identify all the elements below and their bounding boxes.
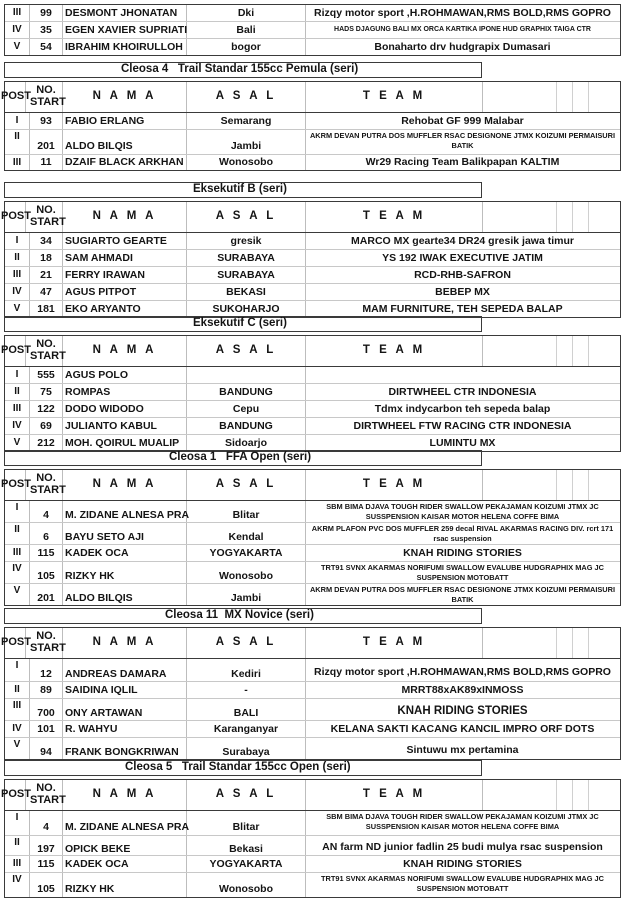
origin-cell: Kediri [187, 659, 306, 681]
team-cell: MAM FURNITURE, TEH SEPEDA BALAP [362, 303, 563, 315]
blank-column [483, 628, 557, 658]
start-number-cell: 12 [30, 659, 63, 681]
blank-column [483, 336, 557, 366]
rider-name-cell: OPICK BEKE [63, 836, 187, 855]
origin-cell: Wonosobo [187, 873, 306, 897]
results-table [1, 469, 621, 606]
origin-cell: Blitar [187, 501, 306, 522]
blank-column [556, 470, 573, 500]
column-header-asal: A S A L [187, 470, 306, 500]
rider-name-cell: EKO ARYANTO [63, 301, 187, 317]
column-header-no-line1: NO. [36, 782, 56, 794]
column-header-asal: A S A L [187, 780, 306, 810]
rider-name-cell: FABIO ERLANG [63, 113, 187, 129]
table-row [5, 418, 620, 435]
position-cell: III [5, 267, 30, 283]
origin-cell: Bekasi [187, 836, 306, 855]
blank-column [572, 202, 589, 232]
start-number-cell: 212 [30, 435, 63, 451]
team-cell: Sintuwu mx pertamina [406, 744, 519, 756]
blank-column [556, 82, 573, 112]
table-row [5, 5, 620, 22]
table-row [5, 384, 620, 401]
team-cell: MRRT88xAK89xINMOSS [401, 684, 524, 696]
rider-name-cell: RIZKY HK [63, 562, 187, 583]
section-title: Cleosa 4 Trail Standar 155cc Pemula (seri) [4, 62, 482, 78]
start-number-cell: 201 [30, 584, 63, 605]
table-row [5, 856, 620, 873]
table-row [5, 721, 620, 738]
start-number-cell: 4 [30, 501, 63, 522]
column-header-no-line2: START [30, 96, 66, 108]
column-header-team: T E A M [306, 202, 483, 232]
team-cell: Rehobat GF 999 Malabar [401, 115, 524, 127]
table-row [5, 113, 620, 130]
column-header-pos: POST [1, 202, 26, 232]
start-number-cell: 11 [30, 155, 63, 170]
origin-cell: Sidoarjo [187, 435, 306, 451]
section-title: Cleosa 1 FFA Open (seri) [4, 450, 482, 466]
origin-cell: - [187, 682, 306, 698]
rider-name-cell: M. ZIDANE ALNESA PRA [63, 811, 187, 835]
results-table [1, 335, 621, 452]
position-cell: I [5, 659, 30, 681]
origin-cell: Dki [187, 5, 306, 21]
position-cell: I [5, 811, 30, 835]
team-cell: TRT91 SVNX AKARMAS NORIFUMI SWALLOW EVALUBE HUDGRAPHIX MAG JC SUSPENSION MOTOBATT [321, 874, 604, 893]
position-cell: V [5, 301, 30, 317]
team-cell: Rizqy motor sport ,H.ROHMAWAN,RMS BOLD,RMS GOPRO [314, 666, 611, 678]
origin-cell: BEKASI [187, 284, 306, 300]
start-number-cell: 99 [30, 5, 63, 21]
origin-cell: Karanganyar [187, 721, 306, 737]
column-header-no-line2: START [30, 642, 66, 654]
rider-name-cell: SAIDINA IQLIL [63, 682, 187, 698]
table-row [5, 233, 620, 250]
blank-column [556, 780, 573, 810]
team-cell: Wr29 Racing Team Balikpapan KALTIM [365, 156, 560, 168]
start-number-cell: 35 [30, 22, 63, 38]
origin-cell: YOGYAKARTA [187, 545, 306, 561]
position-cell: II [5, 682, 30, 698]
rider-name-cell: BAYU SETO AJI [63, 523, 187, 544]
column-header-no-line1: NO. [36, 472, 56, 484]
position-cell: I [5, 367, 30, 383]
origin-cell: Surabaya [187, 738, 306, 759]
column-header-nama: N A M A [63, 336, 187, 366]
origin-cell: BANDUNG [187, 384, 306, 400]
column-header-no-line1: NO. [36, 204, 56, 216]
start-number-cell: 94 [30, 738, 63, 759]
blank-column [556, 628, 573, 658]
start-number-cell: 21 [30, 267, 63, 283]
position-cell: I [5, 233, 30, 249]
team-cell: SBM BIMA DJAVA TOUGH RIDER SWALLOW PEKAJAMAN KOIZUMI JTMX JC SUSSPENSION KAISAR MOTOR HELENA COFFE BIMA [326, 812, 599, 831]
table-row [5, 401, 620, 418]
start-number-cell: 4 [30, 811, 63, 835]
team-cell: YS 192 IWAK EXECUTIVE JATIM [382, 252, 543, 264]
origin-cell: BALI [187, 699, 306, 720]
results-table [4, 4, 621, 56]
team-cell [306, 367, 619, 383]
team-cell: DIRTWHEEL FTW RACING CTR INDONESIA [353, 420, 572, 432]
column-header-team: T E A M [306, 470, 483, 500]
position-cell: III [5, 5, 30, 21]
column-header-no [30, 628, 66, 658]
table-row [5, 562, 620, 584]
section-title: Eksekutif B (seri) [4, 182, 482, 198]
rider-name-cell: ANDREAS DAMARA [63, 659, 187, 681]
position-cell: V [5, 435, 30, 451]
blank-column [572, 336, 589, 366]
team-cell: Bonaharto drv hudgrapix Dumasari [374, 41, 551, 53]
position-cell: V [5, 584, 30, 605]
results-table [1, 201, 621, 318]
table-row [5, 811, 620, 836]
position-cell: IV [5, 418, 30, 434]
team-cell: AN farm ND junior fadlin 25 budi mulya rsac suspension [322, 841, 603, 853]
results-table [1, 81, 621, 171]
rider-name-cell: SAM AHMADI [63, 250, 187, 266]
origin-cell: Blitar [187, 811, 306, 835]
position-cell: IV [5, 562, 30, 583]
position-cell: IV [5, 873, 30, 897]
start-number-cell: 18 [30, 250, 63, 266]
table-row [5, 836, 620, 856]
column-header-team: T E A M [306, 336, 483, 366]
column-header-nama: N A M A [63, 202, 187, 232]
team-cell: Rizqy motor sport ,H.ROHMAWAN,RMS BOLD,RMS GOPRO [314, 7, 611, 19]
position-cell: III [5, 401, 30, 417]
origin-cell: Jambi [187, 584, 306, 605]
team-cell: KNAH RIDING STORIES [403, 547, 522, 559]
column-header-asal: A S A L [187, 336, 306, 366]
start-number-cell: 115 [30, 856, 63, 872]
position-cell: IV [5, 22, 30, 38]
table-row [5, 22, 620, 39]
team-cell: RCD-RHB-SAFRON [414, 269, 511, 281]
start-number-cell: 181 [30, 301, 63, 317]
column-header-no-line1: NO. [36, 338, 56, 350]
position-cell: I [5, 501, 30, 522]
origin-cell: YOGYAKARTA [187, 856, 306, 872]
team-cell: KNAH RIDING STORIES [403, 858, 522, 870]
start-number-cell: 75 [30, 384, 63, 400]
team-cell: Tdmx indycarbon teh sepeda balap [374, 403, 551, 415]
rider-name-cell: ALDO BILQIS [63, 584, 187, 605]
column-header-no [30, 202, 66, 232]
rider-name-cell: DZAIF BLACK ARKHAN [63, 155, 187, 170]
origin-cell: Wonosobo [187, 155, 306, 170]
blank-column [572, 470, 589, 500]
team-cell: SBM BIMA DJAVA TOUGH RIDER SWALLOW PEKAJAMAN KOIZUMI JTMX JC SUSSPENSION KAISAR MOTOR HELENA COFFE BIMA [326, 502, 599, 521]
column-header-pos: POST [1, 780, 26, 810]
team-cell: LUMINTU MX [429, 437, 496, 449]
table-row [5, 250, 620, 267]
table-row [5, 284, 620, 301]
team-cell: DIRTWHEEL CTR INDONESIA [388, 386, 537, 398]
column-header-no [30, 82, 66, 112]
column-header-no-line1: NO. [36, 84, 56, 96]
rider-name-cell: MOH. QOIRUL MUALIP [63, 435, 187, 451]
position-cell: III [5, 155, 30, 170]
table-row [5, 523, 620, 545]
start-number-cell: 105 [30, 562, 63, 583]
column-header-asal: A S A L [187, 202, 306, 232]
rider-name-cell: ONY ARTAWAN [63, 699, 187, 720]
position-cell: I [5, 113, 30, 129]
table-row [5, 39, 620, 55]
blank-column [483, 82, 557, 112]
section-title: Cleosa 11 MX Novice (seri) [4, 608, 482, 624]
origin-cell: Cepu [187, 401, 306, 417]
origin-cell [187, 367, 306, 383]
table-row [5, 501, 620, 523]
origin-cell: bogor [187, 39, 306, 55]
origin-cell: Kendal [187, 523, 306, 544]
table-row [5, 738, 620, 759]
table-header [1, 82, 620, 113]
table-header [1, 202, 620, 233]
position-cell: V [5, 738, 30, 759]
origin-cell: SURABAYA [187, 267, 306, 283]
table-row [5, 659, 620, 682]
column-header-no-line2: START [30, 484, 66, 496]
origin-cell: Semarang [187, 113, 306, 129]
rider-name-cell: AGUS PITPOT [63, 284, 187, 300]
position-cell: II [5, 250, 30, 266]
table-row [5, 435, 620, 451]
rider-name-cell: ALDO BILQIS [63, 130, 187, 154]
blank-column [572, 628, 589, 658]
column-header-nama: N A M A [63, 628, 187, 658]
position-cell: IV [5, 721, 30, 737]
table-row [5, 155, 620, 170]
rider-name-cell: AGUS POLO [63, 367, 187, 383]
position-cell: III [5, 856, 30, 872]
team-cell: AKRM DEVAN PUTRA DOS MUFFLER RSAC DESIGNONE JTMX KOIZUMI PERMAISURI BATIK [309, 585, 616, 604]
table-header [1, 470, 620, 501]
start-number-cell: 201 [30, 130, 63, 154]
table-row [5, 699, 620, 721]
table-header [1, 336, 620, 367]
position-cell: II [5, 384, 30, 400]
rider-name-cell: FRANK BONGKRIWAN [63, 738, 187, 759]
table-row [5, 682, 620, 699]
position-cell: III [5, 545, 30, 561]
rider-name-cell: R. WAHYU [63, 721, 187, 737]
column-header-nama: N A M A [63, 82, 187, 112]
blank-column [556, 336, 573, 366]
team-cell: AKRM DEVAN PUTRA DOS MUFFLER RSAC DESIGNONE JTMX KOIZUMI PERMAISURI BATIK [309, 131, 616, 150]
column-header-asal: A S A L [187, 628, 306, 658]
table-header [1, 628, 620, 659]
rider-name-cell: IBRAHIM KHOIRULLOH [63, 39, 187, 55]
results-table [1, 779, 621, 898]
column-header-nama: N A M A [63, 780, 187, 810]
column-header-team: T E A M [306, 82, 483, 112]
start-number-cell: 34 [30, 233, 63, 249]
rider-name-cell: EGEN XAVIER SUPRIATI [65, 24, 188, 36]
table-row [5, 301, 620, 317]
table-header [1, 780, 620, 811]
position-cell: III [5, 699, 30, 720]
start-number-cell: 89 [30, 682, 63, 698]
column-header-no [30, 336, 66, 366]
origin-cell: SUKOHARJO [187, 301, 306, 317]
position-cell: V [5, 39, 30, 55]
team-cell: TRT91 SVNX AKARMAS NORIFUMI SWALLOW EVALUBE HUDGRAPHIX MAG JC SUSPENSION MOTOBATT [321, 563, 604, 582]
team-cell: HADS DJAGUNG BALI MX ORCA KARTIKA IPONE HUD GRAPHIX TAIGA CTR [334, 26, 591, 33]
rider-name-cell: DESMONT JHONATAN [63, 5, 187, 21]
column-header-nama: N A M A [63, 470, 187, 500]
rider-name-cell: KADEK OCA [63, 545, 187, 561]
rider-name-cell: SUGIARTO GEARTE [63, 233, 187, 249]
blank-column [483, 780, 557, 810]
column-header-team: T E A M [306, 780, 483, 810]
start-number-cell: 93 [30, 113, 63, 129]
column-header-team: T E A M [306, 628, 483, 658]
start-number-cell: 6 [30, 523, 63, 544]
start-number-cell: 115 [30, 545, 63, 561]
start-number-cell: 105 [30, 873, 63, 897]
column-header-pos: POST [1, 628, 26, 658]
rider-name-cell: FERRY IRAWAN [63, 267, 187, 283]
results-table [1, 627, 621, 760]
section-title: Eksekutif C (seri) [4, 316, 482, 332]
rider-name-cell: JULIANTO KABUL [63, 418, 187, 434]
rider-name-cell: ROMPAS [63, 384, 187, 400]
rider-name-cell: M. ZIDANE ALNESA PRA [63, 501, 187, 522]
table-row [5, 584, 620, 605]
start-number-cell: 700 [30, 699, 63, 720]
table-row [5, 367, 620, 384]
position-cell: II [5, 523, 30, 544]
column-header-no-line2: START [30, 350, 66, 362]
origin-cell: BANDUNG [187, 418, 306, 434]
position-cell: II [5, 130, 30, 154]
column-header-asal: A S A L [187, 82, 306, 112]
team-cell: BEBEP MX [435, 286, 490, 298]
column-header-no [30, 780, 66, 810]
blank-column [556, 202, 573, 232]
team-cell: AKRM PLAFON PVC DOS MUFFLER 259 decal RIVAL AKARMAS RACING DIV. rcrt 171 rsac suspension [311, 524, 614, 543]
table-row [5, 873, 620, 897]
blank-column [483, 202, 557, 232]
table-row [5, 267, 620, 284]
blank-column [572, 780, 589, 810]
origin-cell: gresik [187, 233, 306, 249]
column-header-no-line2: START [30, 794, 66, 806]
start-number-cell: 47 [30, 284, 63, 300]
origin-cell: Jambi [187, 130, 306, 154]
team-cell: KELANA SAKTI KACANG KANCIL IMPRO ORF DOTS [330, 723, 595, 735]
rider-name-cell: KADEK OCA [63, 856, 187, 872]
table-row [5, 545, 620, 562]
column-header-no-line1: NO. [36, 630, 56, 642]
origin-cell: Bali [187, 22, 306, 38]
team-cell: MARCO MX gearte34 DR24 gresik jawa timur [351, 235, 574, 247]
section-top-fragment [4, 4, 621, 56]
table-row [5, 130, 620, 155]
start-number-cell: 69 [30, 418, 63, 434]
start-number-cell: 54 [30, 39, 63, 55]
column-header-pos: POST [1, 470, 26, 500]
start-number-cell: 101 [30, 721, 63, 737]
column-header-no [30, 470, 66, 500]
rider-name-cell: RIZKY HK [63, 873, 187, 897]
origin-cell: Wonosobo [187, 562, 306, 583]
team-cell: KNAH RIDING STORIES [397, 705, 528, 717]
start-number-cell: 555 [30, 367, 63, 383]
position-cell: II [5, 836, 30, 855]
position-cell: IV [5, 284, 30, 300]
rider-name-cell: DODO WIDODO [63, 401, 187, 417]
start-number-cell: 197 [30, 836, 63, 855]
column-header-pos: POST [1, 336, 26, 366]
section-title: Cleosa 5 Trail Standar 155cc Open (seri) [4, 760, 482, 776]
start-number-cell: 122 [30, 401, 63, 417]
blank-column [572, 82, 589, 112]
origin-cell: SURABAYA [187, 250, 306, 266]
blank-column [483, 470, 557, 500]
column-header-no-line2: START [30, 216, 66, 228]
column-header-pos: POST [1, 82, 26, 112]
